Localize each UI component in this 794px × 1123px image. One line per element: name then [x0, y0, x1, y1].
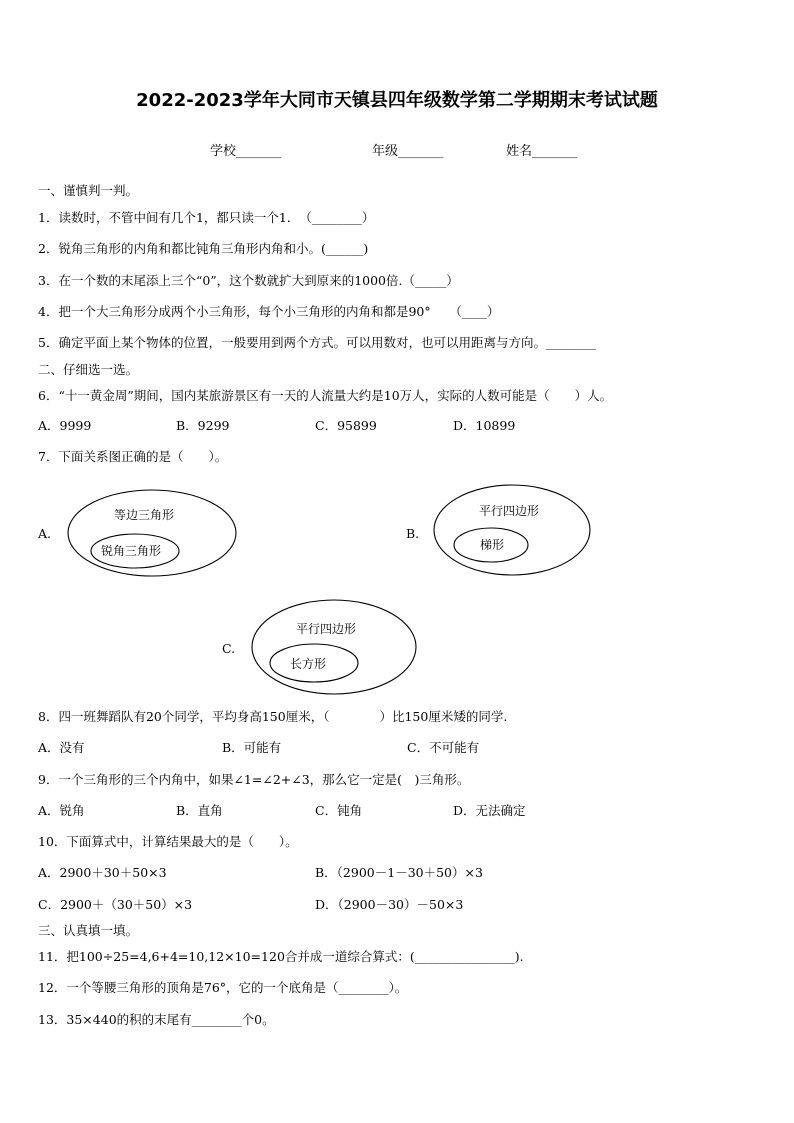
q7-option-c-label[interactable]: C.: [222, 641, 236, 656]
q6-option-c[interactable]: C．95899: [315, 418, 377, 433]
q7-diagram-a[interactable]: [66, 488, 242, 580]
question-5: 5．确定平面上某个物体的位置，一般要用到两个方式。可以用数对，也可以用距离与方向。________: [38, 335, 596, 350]
question-13: 13．35×440的积的末尾有________个0。: [38, 1012, 275, 1027]
question-2: 2．锐角三角形的内角和都比钝角三角形内角和小。(______): [38, 241, 369, 256]
q9-option-b[interactable]: B．直角: [176, 803, 223, 818]
inner-set-label: 长方形: [290, 657, 327, 671]
q6-option-b[interactable]: B．9299: [176, 418, 230, 433]
section-heading-choose: 二、仔细选一选。: [38, 362, 139, 377]
question-12: 12．一个等腰三角形的顶角是76°，它的一个底角是（________）。: [38, 980, 408, 995]
question-8: 8．四一班舞蹈队有20个同学，平均身高150厘米，（ ）比150厘米矮的同学.: [38, 709, 508, 724]
outer-set-label: 等边三角形: [114, 508, 175, 522]
q7-option-b-label[interactable]: B.: [406, 526, 420, 541]
q7-option-a-label[interactable]: A.: [38, 526, 52, 541]
question-11: 11．把100÷25=4,6+4=10,12×10=120合并成一道综合算式：(________________).: [38, 949, 524, 964]
outer-ellipse: [434, 485, 590, 575]
q7-diagram-b[interactable]: [432, 483, 592, 579]
question-6: 6．“十一黄金周”期间，国内某旅游景区有一天的人流量大约是10万人，实际的人数可能是（ ）人。: [38, 388, 613, 403]
outer-set-label: 平行四边形: [296, 622, 357, 636]
inner-set-label: 锐角三角形: [101, 544, 162, 558]
outer-set-label: 平行四边形: [479, 504, 540, 518]
question-7: 7．下面关系图正确的是（ ）。: [38, 449, 228, 464]
question-1: 1．读数时，不管中间有几个1，都只读一个1． （________）: [38, 210, 375, 225]
q9-option-c[interactable]: C．钝角: [315, 803, 363, 818]
q7-diagram-c[interactable]: [250, 598, 418, 698]
q10-option-c[interactable]: C．2900＋（30＋50）×3: [38, 897, 193, 912]
q8-option-b[interactable]: B．可能有: [222, 740, 282, 755]
question-10: 10．下面算式中，计算结果最大的是（ ）。: [38, 834, 298, 849]
question-4: 4．把一个大三角形分成两个小三角形，每个小三角形的内角和都是90° （____）: [38, 304, 500, 319]
question-9: 9．一个三角形的三个内角中，如果∠1=∠2+∠3，那么它一定是( )三角形。: [38, 772, 470, 787]
outer-ellipse: [68, 490, 236, 576]
q10-option-d[interactable]: D．（2900－30）－50×3: [315, 897, 464, 912]
section-heading-judge: 一、谨慎判一判。: [38, 183, 139, 198]
q6-option-a[interactable]: A．9999: [38, 418, 92, 433]
question-3: 3．在一个数的末尾添上三个“0”，这个数就扩大到原来的1000倍.（_____）: [38, 273, 459, 288]
q10-option-a[interactable]: A．2900＋30＋50×3: [38, 865, 167, 880]
name-field[interactable]: 姓名_______: [506, 144, 578, 159]
q8-option-a[interactable]: A．没有: [38, 740, 85, 755]
q9-option-d[interactable]: D．无法确定: [453, 803, 526, 818]
page-title: 2022-2023学年大同市天镇县四年级数学第二学期期末考试试题: [136, 90, 658, 111]
grade-field[interactable]: 年级_______: [372, 144, 444, 159]
school-field[interactable]: 学校_______: [210, 144, 282, 159]
q10-option-b[interactable]: B．（2900－1－30＋50）×3: [315, 865, 483, 880]
q6-option-d[interactable]: D．10899: [453, 418, 516, 433]
inner-set-label: 梯形: [480, 538, 505, 552]
q9-option-a[interactable]: A．锐角: [38, 803, 85, 818]
section-heading-fill: 三、认真填一填。: [38, 923, 139, 938]
q8-option-c[interactable]: C．不可能有: [407, 740, 480, 755]
